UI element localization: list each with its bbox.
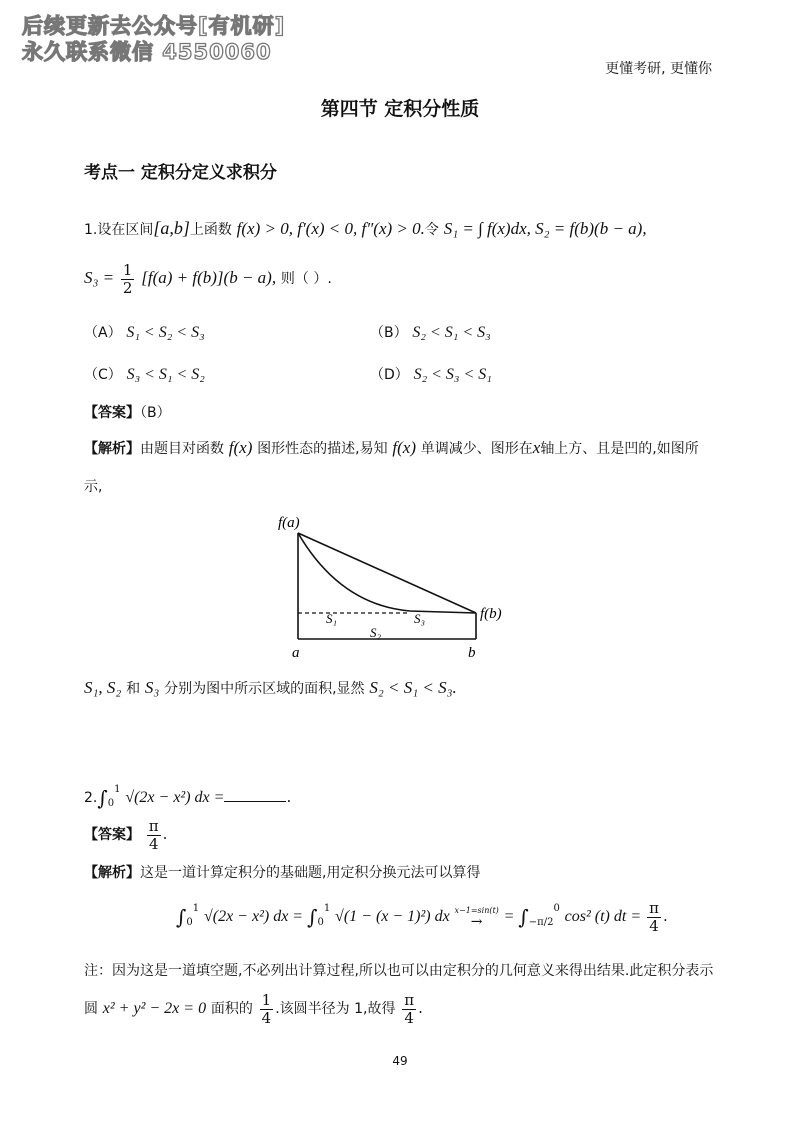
q1-option-c-label: （C） <box>84 367 122 383</box>
q1-option-c-expr: S₃ < S₁ < S₂ <box>126 366 205 383</box>
q1-analysis-text-4: 轴上方、且是凹的,如图所 <box>540 441 699 457</box>
q1-analysis-text-5: 示, <box>84 479 103 495</box>
figure-label-s1: S₁ <box>326 611 338 626</box>
q1-analysis-fx-2: f(x) <box>392 438 416 457</box>
q1-s3-frac <box>121 262 135 296</box>
q2-formula-int-1: ∫ <box>176 905 187 929</box>
q1-option-b-expr: S₂ < S₁ < S₃ <box>412 324 491 341</box>
q1-ask: 则（ ）. <box>280 271 332 287</box>
q2-note-frac-den: 4 <box>261 1008 272 1027</box>
q2-formula-right: = <box>503 908 519 925</box>
q2-formula-num: π <box>649 899 659 917</box>
q2-formula: $\int_0^1$ √(2x − x²) dx = $\int_0^1$ √(1 − (x − 1)²) dx x−1=sin(t) → = $\int_{-\pi/2}^0$ cos² (t) dt = $\frac{\pi}{4}$ . <box>176 899 668 935</box>
q2-answer-den: 4 <box>148 834 159 853</box>
q1-s1-def: S₁ = ∫ f(x)dx, S₂ = f(b)(b − a), <box>443 219 647 238</box>
q1-conclusion-s3: S₃ <box>144 678 160 697</box>
q1-s3-def <box>84 262 332 296</box>
q2-note-1 <box>84 960 713 980</box>
q2-analysis-tag: 【解析】 <box>84 865 140 881</box>
q1-answer <box>84 402 171 422</box>
q2-formula-lo: −π/2 <box>528 917 554 928</box>
q2-answer-end: . <box>162 825 168 843</box>
page-number: 49 <box>392 1054 408 1068</box>
q1-s3-frac-num: 1 <box>122 261 133 279</box>
q1-conclusion <box>84 678 457 698</box>
q2-note-radius: .该圆半径为 1,故得 <box>275 1001 396 1017</box>
q1-option-a-expr: S₁ < S₂ < S₃ <box>126 324 205 341</box>
q2-formula-arrow: → <box>470 913 483 930</box>
q1-prefix: 1.设在区间 <box>84 222 154 238</box>
figure-label-s2: S₂ <box>370 625 382 640</box>
q1-option-d-expr: S₂ < S₃ < S₁ <box>413 366 492 383</box>
q1-option-c <box>84 364 205 384</box>
q2-integral-sign: ∫ <box>97 786 108 810</box>
q2-note-pi: π <box>404 991 415 1009</box>
q2-prefix: 2. <box>84 790 98 806</box>
q2-note-result <box>402 992 416 1026</box>
q1-conclusion-text: 分别为图中所示区域的面积,显然 <box>164 681 365 697</box>
q2-answer-num: π <box>148 817 159 835</box>
q2-note-circle: 圆 <box>84 1001 98 1017</box>
figure-label-fa: f(a) <box>278 515 300 531</box>
q1-option-b <box>370 322 491 342</box>
q1-conditions: f(x) > 0, f′(x) < 0, f″(x) > 0. <box>236 219 425 238</box>
q1-analysis-tag: 【解析】 <box>84 441 140 457</box>
q1-answer-value: （B） <box>140 405 171 421</box>
q1-stem <box>84 218 647 239</box>
q2-formula-den: 4 <box>649 916 659 935</box>
q1-s3-rhs: [f(a) + f(b)](b − a), <box>141 268 277 287</box>
q2-formula-int-2: ∫ <box>307 905 318 929</box>
q2-blank <box>224 789 286 802</box>
q1-analysis-x: x <box>532 438 541 457</box>
q2-note-end: . <box>418 999 423 1017</box>
q1-figure <box>270 505 530 665</box>
q1-interval: [a,b] <box>153 218 190 238</box>
figure-label-a: a <box>292 645 300 661</box>
q1-s3-lhs: S₃ = <box>84 268 115 287</box>
q1-text-a: 上函数 <box>189 222 232 238</box>
q2-answer-frac <box>147 818 161 852</box>
q2-note-frac-num: 1 <box>261 991 272 1009</box>
q2-note-area: 面积的 <box>210 1001 253 1017</box>
q2-formula-frac <box>647 900 661 934</box>
watermark-line-2: 永久联系微信 4550060 <box>22 40 272 64</box>
q2-formula-sub: x−1=sin(t) <box>454 905 499 915</box>
q1-conclusion-expr: S₂ < S₁ < S₃. <box>369 678 457 697</box>
q2-analysis-text: 这是一道计算定积分的基础题,用定积分换元法可以算得 <box>140 865 481 881</box>
q1-conclusion-and: 和 <box>126 681 141 697</box>
q1-analysis-text-2: 图形性态的描述,易知 <box>257 441 388 457</box>
q2-expr: √(2x − x²) dx = <box>125 789 225 806</box>
q1-s3-frac-den: 2 <box>122 278 133 297</box>
q2-note-frac <box>260 992 274 1026</box>
q2-formula-left: √(2x − x²) dx = <box>203 908 308 925</box>
q2-analysis <box>84 862 480 882</box>
q1-conclusion-s1s2: S₁, S₂ <box>84 678 122 697</box>
q2-answer <box>84 818 167 852</box>
q1-analysis-fx: f(x) <box>228 438 253 457</box>
q1-answer-tag: 【答案】 <box>84 405 140 421</box>
q1-analysis-text-1: 由题目对函数 <box>140 441 224 457</box>
q1-analysis <box>84 438 699 458</box>
q2-note-text-1: 注：因为这是一道填空题,不必列出计算过程,所以也可以由定积分的几何意义来得出结果.此定积分表示 <box>84 963 714 979</box>
q2-stem: $2.\int_0^1$ √(2x − x²) dx = . <box>84 784 292 810</box>
q1-analysis-cont <box>84 476 102 496</box>
q2-formula-int-3: ∫ <box>518 905 529 929</box>
figure-label-fb: f(b) <box>480 606 502 622</box>
q2-formula-sub-arrow <box>455 906 499 929</box>
q1-text-let: 令 <box>424 222 439 238</box>
q1-option-b-label: （B） <box>370 325 408 341</box>
topic-title: 考点一 定积分定义求积分 <box>84 163 277 183</box>
q2-note-4: 4 <box>404 1008 414 1027</box>
q2-answer-tag: 【答案】 <box>84 827 140 843</box>
watermark-line-1: 后续更新去公众号[有机研] <box>22 14 286 38</box>
q1-option-d-label: （D） <box>370 367 409 383</box>
q1-analysis-text-3: 单调减少、图形在 <box>420 441 533 457</box>
header-tagline: 更懂考研, 更懂你 <box>605 61 712 77</box>
q1-option-a <box>84 322 205 342</box>
q2-note-2 <box>84 992 423 1026</box>
figure-label-b: b <box>468 645 476 661</box>
q2-formula-mid: √(1 − (x − 1)²) dx <box>335 908 450 925</box>
section-title: 第四节 定积分性质 <box>320 98 480 120</box>
q2-formula-cos: cos² (t) dt = <box>564 908 646 925</box>
q2-end: . <box>286 788 292 806</box>
q2-note-equation: x² + y² − 2x = 0 <box>102 1000 207 1017</box>
figure-label-s3: S₃ <box>414 611 426 626</box>
q1-option-a-label: （A） <box>84 325 122 341</box>
figure-chord <box>298 533 476 613</box>
q1-option-d <box>370 364 492 384</box>
